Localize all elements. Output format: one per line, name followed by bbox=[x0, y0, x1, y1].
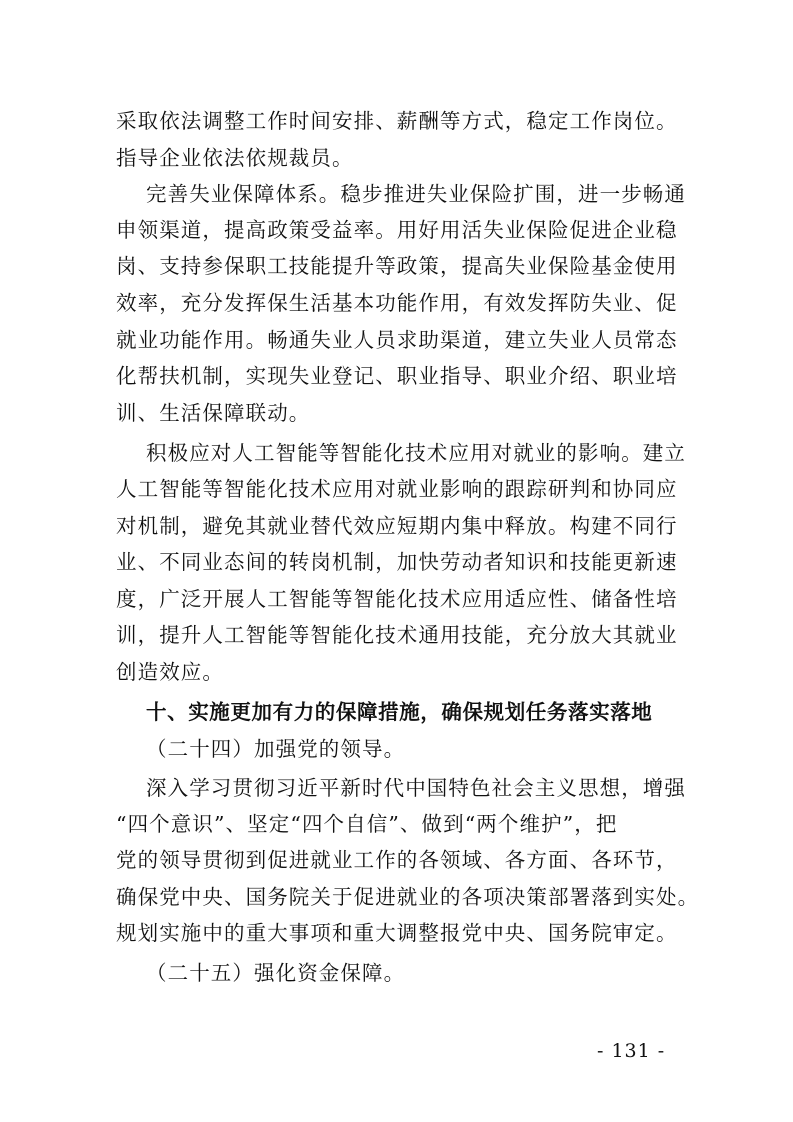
section-heading: 十、实施更加有力的保障措施，确保规划任务落实落地 bbox=[146, 700, 653, 724]
subsection-heading: （二十四）加强党的领导。 bbox=[146, 737, 406, 761]
body-text-line: 度，广泛开展人工智能等智能化技术应用适应性、储备性培 bbox=[116, 587, 678, 611]
body-text-line: 就业功能作用。畅通失业人员求助渠道，建立失业人员常态 bbox=[116, 328, 678, 352]
paragraph-first-line: 完善失业保障体系。稳步推进失业保险扩围，进一步畅通 bbox=[146, 182, 686, 206]
body-text-line: 采取依法调整工作时间安排、薪酬等方式，稳定工作岗位。 bbox=[116, 109, 678, 133]
paragraph-first-line: 积极应对人工智能等智能化技术应用对就业的影响。建立 bbox=[146, 441, 686, 465]
body-text-line: 训、生活保障联动。 bbox=[116, 401, 311, 425]
body-text-line: 对机制，避免其就业替代效应短期内集中释放。构建不同行 bbox=[116, 514, 678, 538]
body-text-line: 党的领导贯彻到促进就业工作的各领域、各方面、各环节， bbox=[116, 848, 678, 872]
body-text-line: 化帮扶机制，实现失业登记、职业指导、职业介绍、职业培 bbox=[116, 364, 678, 388]
body-text-line: 训，提升人工智能等智能化技术通用技能，充分放大其就业 bbox=[116, 623, 678, 647]
body-text-line: 确保党中央、国务院关于促进就业的各项决策部署落到实处。 bbox=[116, 885, 700, 909]
body-text-line: 规划实施中的重大事项和重大调整报党中央、国务院审定。 bbox=[116, 921, 678, 945]
body-text-line: 指导企业依法依规裁员。 bbox=[116, 146, 354, 170]
body-text-line: 业、不同业态间的转岗机制，加快劳动者知识和技能更新速 bbox=[116, 550, 678, 574]
page-number: - 131 - bbox=[597, 1040, 666, 1062]
body-text-line: 人工智能等智能化技术应用对就业影响的跟踪研判和协同应 bbox=[116, 477, 678, 501]
paragraph-first-line: 深入学习贯彻习近平新时代中国特色社会主义思想，增强 bbox=[146, 776, 686, 800]
body-text-line: 申领渠道，提高政策受益率。用好用活失业保险促进企业稳 bbox=[116, 218, 678, 242]
subsection-heading: （二十五）强化资金保障。 bbox=[146, 961, 406, 985]
body-text-line: “四个意识”、坚定“四个自信”、做到“两个维护”，把 bbox=[116, 812, 618, 836]
body-text-line: 创造效应。 bbox=[116, 660, 224, 684]
body-text-line: 效率，充分发挥保生活基本功能作用，有效发挥防失业、促 bbox=[116, 291, 678, 315]
body-text-line: 岗、支持参保职工技能提升等政策，提高失业保险基金使用 bbox=[116, 254, 678, 278]
